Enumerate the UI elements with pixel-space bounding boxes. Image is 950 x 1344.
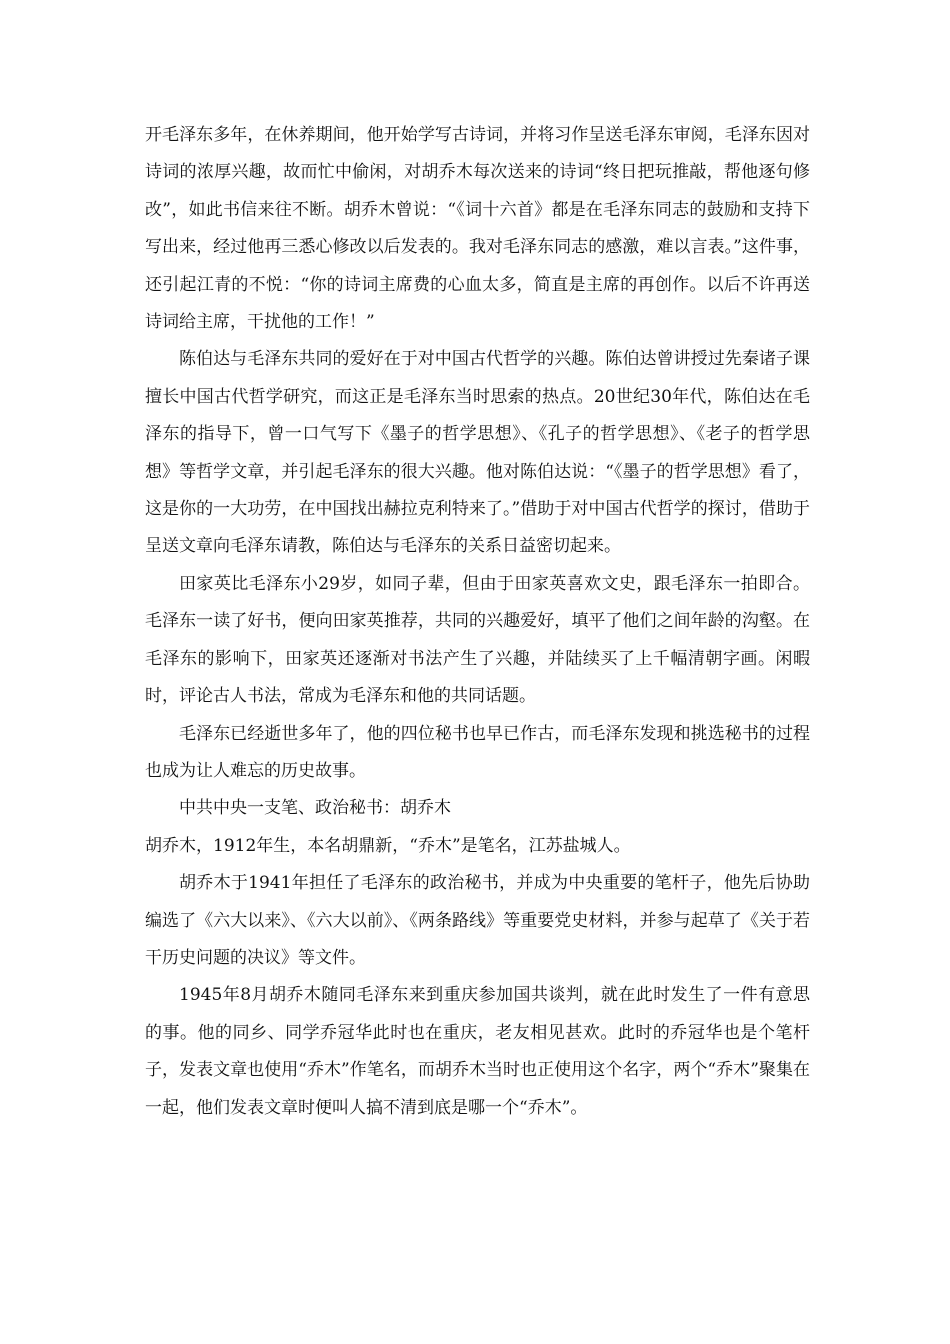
paragraph-2: 陈伯达与毛泽东共同的爱好在于对中国古代哲学的兴趣。陈伯达曾讲授过先秦诸子课擅长中国古代哲学研究，而这正是毛泽东当时思索的热点。20世纪30年代，陈伯达在毛泽东的指导下，曾一口气写下《墨子的哲学思想》、《孔子的哲学思想》、《老子的哲学思想》等哲学文章，并引起毛泽东的很大兴趣。他对陈伯达说：“《墨子的哲学思想》看了，这是你的一大功劳，在中国找出赫拉克利特来了。”借助于对中国古代哲学的探讨，借助于呈送文章向毛泽东请教，陈伯达与毛泽东的关系日益密切起来。	[145, 349, 810, 557]
section-heading: 中共中央一支笔、政治秘书：胡乔木	[179, 798, 451, 819]
paragraph-4: 毛泽东已经逝世多年了，他的四位秘书也早已作古，而毛泽东发现和挑选秘书的过程也成为让人难忘的历史故事。	[145, 723, 810, 781]
document-page	[145, 117, 810, 1127]
paragraph-7: 胡乔木于1941年担任了毛泽东的政治秘书，并成为中央重要的笔杆子，他先后协助编选了《六大以来》、《六大以前》、《两条路线》等重要党史材料，并参与起草了《关于若干历史问题的决议》等文件。	[145, 873, 810, 968]
paragraph-1: 开毛泽东多年，在休养期间，他开始学写古诗词，并将习作呈送毛泽东审阅，毛泽东因对诗词的浓厚兴趣，故而忙中偷闲，对胡乔木每次送来的诗词“终日把玩推敲，帮他逐句修改”，如此书信来往不断。胡乔木曾说：“《词十六首》都是在毛泽东同志的鼓励和支持下写出来，经过他再三悉心修改以后发表的。我对毛泽东同志的感激，难以言表。”这件事，还引起江青的不悦：“你的诗词主席费的心血太多，简直是主席的再创作。以后不许再送诗词给主席，干扰他的工作！”	[145, 125, 810, 333]
paragraph-6: 胡乔木，1912年生，本名胡鼎新，“乔木”是笔名，江苏盐城人。	[145, 835, 631, 856]
paragraph-8: 1945年8月胡乔木随同毛泽东来到重庆参加国共谈判，就在此时发生了一件有意思的事。他的同乡、同学乔冠华此时也在重庆，老友相见甚欢。此时的乔冠华也是个笔杆子，发表文章也使用“乔木”作笔名，而胡乔木当时也正使用这个名字，两个“乔木”聚集在一起，他们发表文章时便叫人搞不清到底是哪一个“乔木”。	[145, 985, 810, 1118]
paragraph-3: 田家英比毛泽东小29岁，如同子辈，但由于田家英喜欢文史，跟毛泽东一拍即合。毛泽东一读了好书，便向田家英推荐，共同的兴趣爱好，填平了他们之间年龄的沟壑。在毛泽东的影响下，田家英还逐渐对书法产生了兴趣，并陆续买了上千幅清朝字画。闲暇时，评论古人书法，常成为毛泽东和他的共同话题。	[145, 573, 810, 707]
